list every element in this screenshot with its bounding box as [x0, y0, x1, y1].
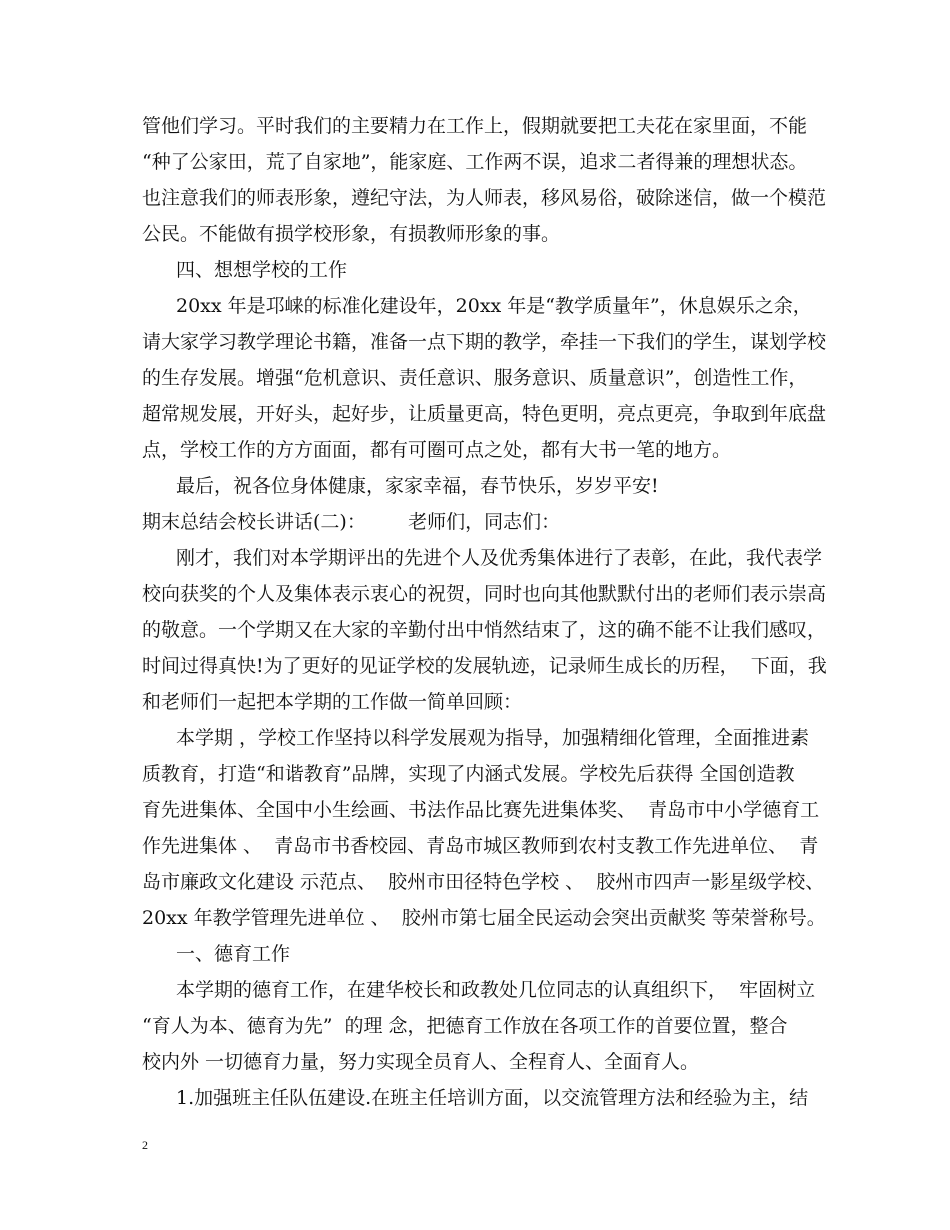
text-line: 本学期 ，学校工作坚持以科学发展观为指导，加强精细化管理，全面推进素	[176, 727, 810, 749]
text-line: 质教育，打造“和谐教育”品牌，实现了内涵式发展。学校先后获得 全国创造教	[142, 763, 795, 785]
page-number: 2	[142, 1138, 148, 1152]
text-line: 本学期的德育工作，在建华校长和政教处几位同志的认真组织下， 牢固树立	[176, 979, 816, 1001]
text-line: 点，学校工作的方方面面，都有可圈可点之处，都有大书一笔的地方。	[142, 439, 732, 461]
speech-title: 期末总结会校长讲话(二)： 老师们，同志们：	[142, 511, 561, 533]
section-heading: 四、想想学校的工作	[176, 259, 348, 281]
text-line: 刚才，我们对本学期评出的先进个人及优秀集体进行了表彰，在此，我代表学	[176, 547, 823, 569]
text-line: 育先进集体、全国中小生绘画、书法作品比赛先进集体奖、 青岛市中小学德育工	[142, 799, 820, 821]
text-line: 校内外 一切德育力量，努力实现全员育人、全程育人、全面育人。	[142, 1051, 700, 1073]
text-line: 超常规发展，开好头，起好步，让质量更高，特色更明，亮点更亮，争取到年底盘	[142, 403, 827, 425]
text-line: 时间过得真快!为了更好的见证学校的发展轨迹，记录师生成长的历程， 下面，我	[142, 655, 827, 677]
text-line: 20xx 年教学管理先进单位 、 胶州市第七届全民运动会突出贡献奖 等荣誉称号。	[142, 907, 826, 929]
text-line: 请大家学习教学理论书籍，准备一点下期的教学，牵挂一下我们的学生，谋划学校	[142, 331, 827, 353]
section-heading: 一、德育工作	[176, 943, 291, 965]
text-line: 20xx 年是邛崃的标准化建设年，20xx 年是“教学质量年”，休息娱乐之余，	[176, 295, 812, 317]
text-line: 管他们学习。平时我们的主要精力在工作上，假期就要把工夫花在家里面，不能	[142, 115, 808, 137]
text-line: 作先进集体 、 青岛市书香校园、青岛市城区教师到农村支教工作先进单位、 青	[142, 835, 819, 857]
text-line: “育人为本、德育为先” 的理 念，把德育工作放在各项工作的首要位置，整合	[142, 1015, 788, 1037]
text-line: 的生存发展。增强“危机意识、责任意识、服务意识、质量意识”，创造性工作，	[142, 367, 808, 389]
text-line: 和老师们一起把本学期的工作做一简单回顾：	[142, 691, 523, 713]
text-line: 1.加强班主任队伍建设.在班主任培训方面，以交流管理方法和经验为主，结	[176, 1087, 809, 1109]
text-line: 也注意我们的师表形象，遵纪守法，为人师表，移风易俗，破除迷信，做一个模范	[142, 187, 827, 209]
text-line: 的敬意。一个学期又在大家的辛勤付出中悄然结束了，这的确不能不让我们感叹，	[142, 619, 827, 641]
text-line: 公民。不能做有损学校形象，有损教师形象的事。	[142, 223, 561, 245]
text-line: “种了公家田，荒了自家地”，能家庭、工作两不误，追求二者得兼的理想状态。	[142, 151, 808, 173]
text-line: 岛市廉政文化建设 示范点、 胶州市田径特色学校 、 胶州市四声一影星级学校、	[142, 871, 825, 893]
text-line: 最后，祝各位身体健康，家家幸福，春节快乐，岁岁平安!	[176, 475, 659, 497]
text-line: 校向获奖的个人及集体表示衷心的祝贺，同时也向其他默默付出的老师们表示崇高	[142, 583, 827, 605]
